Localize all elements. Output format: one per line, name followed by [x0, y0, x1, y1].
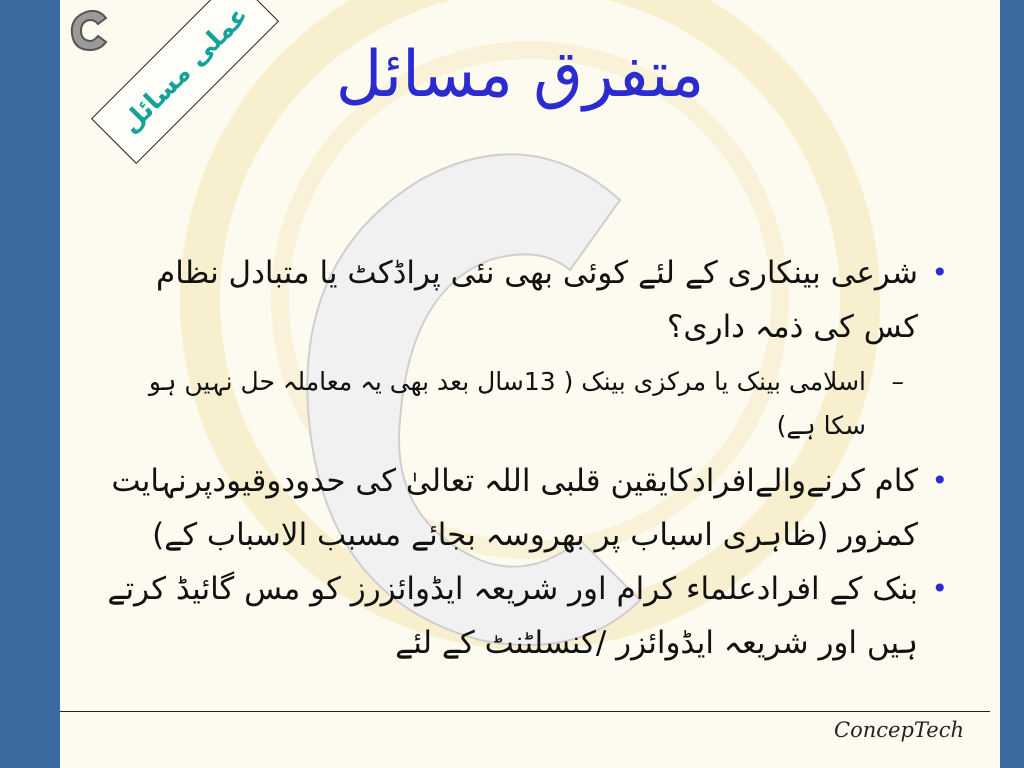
bullet-dot-icon: • — [931, 464, 948, 497]
bullet-dot-icon: • — [931, 256, 948, 289]
dash-icon: – — [891, 367, 904, 396]
sub-list-item — [100, 360, 948, 448]
topic-tag-label: عملی مسائل — [115, 0, 255, 140]
slide — [60, 0, 1000, 768]
bullet-list — [100, 246, 948, 670]
bullet-dot-icon: • — [931, 572, 948, 605]
list-item-text: کام کرنےوالےافرادکایقین قلبی اللہ تعالیٰ کی حدودوقیودپرنہایت کمزور (ظاہری اسباب پر بھروسہ بجائے مسبب الاسباب کے) — [111, 463, 918, 553]
right-frame — [1000, 0, 1024, 768]
list-item — [100, 454, 948, 562]
c-logo-icon — [64, 4, 116, 56]
list-item — [100, 246, 948, 354]
sub-list-item-text: اسلامی بینک یا مرکزی بینک ( 13سال بعد بھی یہ معاملہ حل نہیں ہو سکا ہے) — [148, 367, 866, 440]
page-title: متفرق مسائل — [335, 38, 705, 112]
list-item-text: شرعی بینکاری کے لئے کوئی بھی نئی پراڈکٹ یا متبادل نظام کس کی ذمہ داری؟ — [156, 255, 918, 345]
footer-divider — [60, 711, 990, 712]
list-item — [100, 562, 948, 670]
footer-brand: ConcepTech — [834, 718, 964, 742]
list-item-text: بنک کے افرادعلماء کرام اور شریعہ ایڈوائزرز کو مس گائیڈ کرتے ہیں اور شریعہ ایڈوائزر /کنسلٹنٹ کے لئے — [107, 571, 918, 661]
